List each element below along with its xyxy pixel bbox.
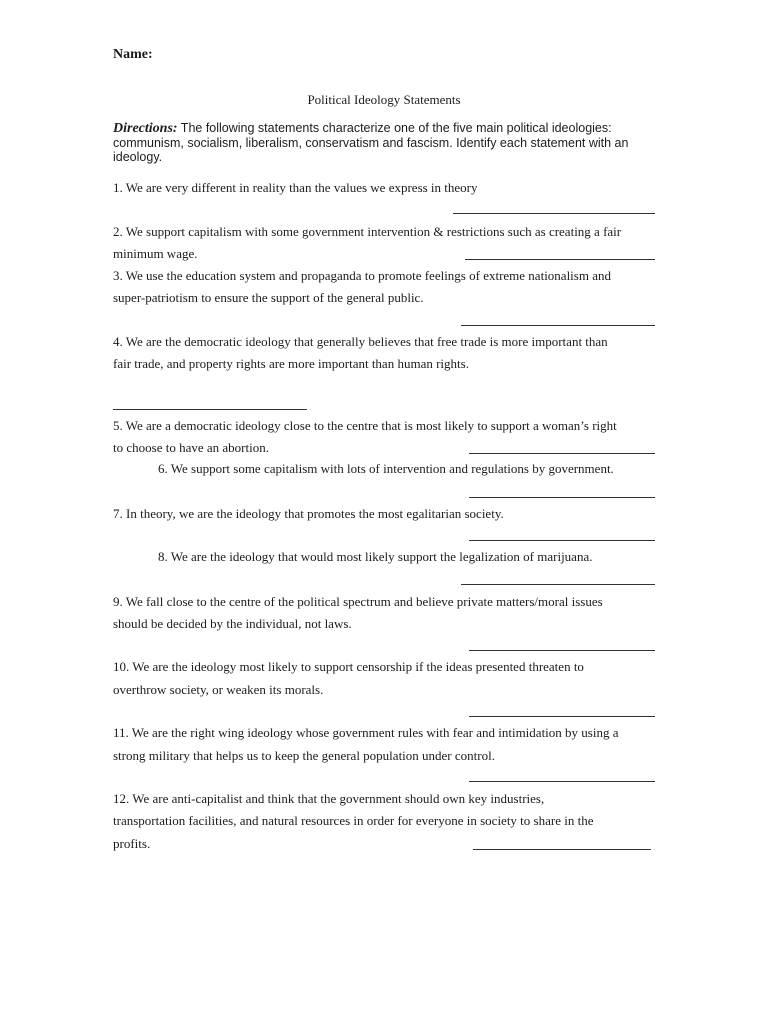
statement-7-line-1: 7. In theory, we are the ideology that promotes the most egalitarian society. — [113, 506, 504, 521]
directions-label: Directions: — [113, 121, 178, 136]
statement-6-line-1: 6. We support some capitalism with lots of intervention and regulations by government. — [158, 461, 614, 476]
statement-3-line-2: super-patriotism to ensure the support of the general public. — [113, 290, 424, 305]
answer-blank-2[interactable] — [465, 259, 655, 260]
page-title: Political Ideology Statements — [307, 92, 461, 107]
statement-12-line-1: 12. We are anti-capitalist and think that the government should own key industries, — [113, 791, 545, 806]
answer-blank-7[interactable] — [469, 540, 655, 541]
statement-5-line-1: 5. We are a democratic ideology close to the centre that is most likely to support a woman’s right — [113, 418, 617, 433]
statement-12-line-2: transportation facilities, and natural resources in order for everyone in society to share in the — [113, 813, 594, 828]
answer-blank-6[interactable] — [469, 497, 655, 498]
directions-text: The following statements characterize one of the five main political ideologies: communism, socialism, liberalism, conservatism and fascism. Identify each statement with an ideology. — [113, 121, 629, 164]
statement-9-line-1: 9. We fall close to the centre of the political spectrum and believe private matters/moral issues — [113, 594, 603, 609]
answer-blank-5[interactable] — [469, 453, 655, 454]
statement-11-line-2: strong military that helps us to keep the general population under control. — [113, 748, 495, 763]
name-label: Name: — [113, 47, 153, 62]
statement-1-line-1: 1. We are very different in reality than the values we express in theory — [113, 180, 478, 195]
statement-4-line-1: 4. We are the democratic ideology that generally believes that free trade is more important than — [113, 334, 608, 349]
directions-paragraph — [113, 121, 658, 164]
answer-blank-1[interactable] — [453, 213, 655, 214]
statement-4-line-2: fair trade, and property rights are more important than human rights. — [113, 356, 469, 371]
statement-3-line-1: 3. We use the education system and propaganda to promote feelings of extreme nationalism and — [113, 268, 611, 283]
statement-2-line-2: minimum wage. — [113, 246, 198, 261]
statement-5-line-2: to choose to have an abortion. — [113, 440, 269, 455]
statement-12-line-3: profits. — [113, 836, 151, 851]
answer-blank-9[interactable] — [469, 650, 655, 651]
statement-11-line-1: 11. We are the right wing ideology whose government rules with fear and intimidation by using a — [113, 725, 619, 740]
answer-blank-11[interactable] — [469, 781, 655, 782]
statement-10-line-2: overthrow society, or weaken its morals. — [113, 682, 324, 697]
answer-blank-8[interactable] — [461, 584, 655, 585]
answer-blank-10[interactable] — [469, 716, 655, 717]
answer-blank-3[interactable] — [461, 325, 655, 326]
statement-2-line-1: 2. We support capitalism with some government intervention & restrictions such as creating a fair — [113, 224, 622, 239]
answer-blank-12[interactable] — [473, 849, 651, 850]
statement-8-line-1: 8. We are the ideology that would most likely support the legalization of marijuana. — [158, 549, 593, 564]
statement-9-line-2: should be decided by the individual, not laws. — [113, 616, 352, 631]
statement-10-line-1: 10. We are the ideology most likely to support censorship if the ideas presented threaten to — [113, 659, 584, 674]
answer-blank-4[interactable] — [113, 409, 307, 410]
